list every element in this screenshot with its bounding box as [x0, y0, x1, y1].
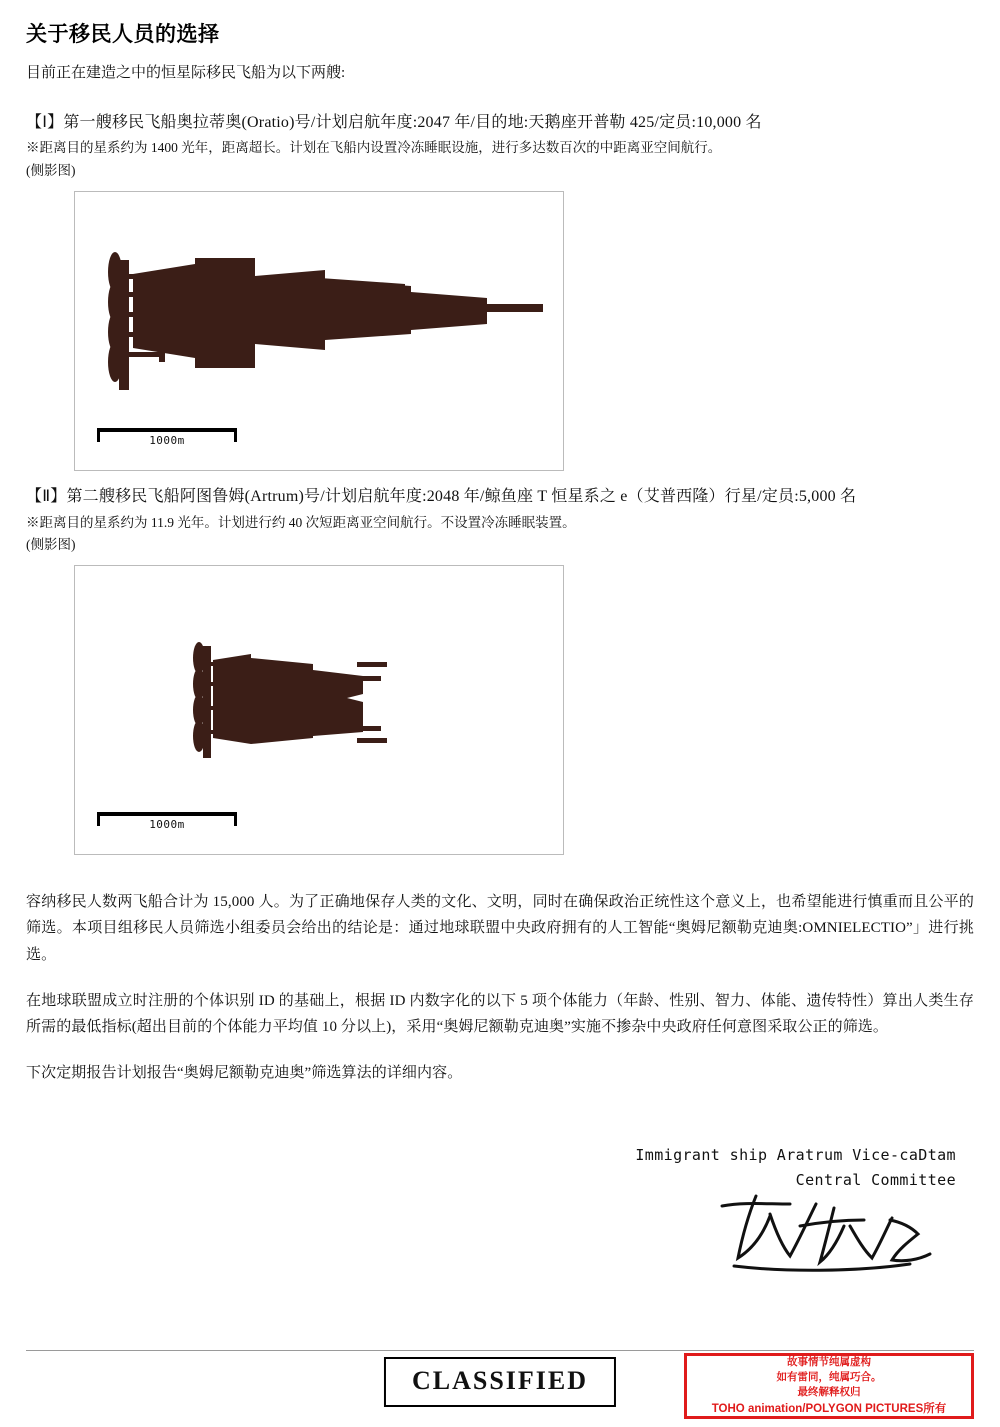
stamp-line-4: TOHO animation/POLYGON PICTURES所有 — [711, 1402, 947, 1415]
signature-line-2: Central Committee — [795, 1171, 956, 1190]
ship-2-figure — [74, 565, 564, 855]
signature-line-1: Immigrant ship Aratrum Vice-caDtam — [635, 1145, 956, 1164]
ship-2-scalebar — [97, 812, 237, 832]
page-title: 关于移民人员的选择 — [26, 23, 220, 46]
ship-section-1 — [26, 111, 974, 471]
ship-1-caption: (侧影图) — [26, 162, 76, 178]
ship-2-note: ※距离目的星系约为 11.9 光年。计划进行约 40 次短距离亚空间航行。不设置冷冻睡眠装置。 — [26, 514, 576, 530]
footer-divider — [26, 1350, 974, 1351]
handwritten-signature — [26, 1198, 956, 1278]
ship-2-scale-label: 1000m — [149, 818, 185, 832]
body-paragraph-2: 在地球联盟成立时注册的个体识别 ID 的基础上，根据 ID 内数字化的以下 5 项个体能力（年龄、性别、智力、体能、遗传特性）算出人类生存所需的最低指标(超出目前的个体能力平均值 10 分以上)，采用“奥姆尼额勒克迪奥”实施不掺杂中央政府任何意图采取公正的筛选。 — [26, 992, 974, 1036]
stamp-line-2: 如有雷同，纯属巧合。 — [776, 1371, 882, 1384]
stamp-line-1: 故事情节纯属虚构 — [787, 1355, 871, 1368]
signature-block — [26, 1143, 974, 1278]
classified-stamp: CLASSIFIED — [384, 1357, 616, 1407]
body-paragraph-3: 下次定期报告计划报告“奥姆尼额勒克迪奥”筛选算法的详细内容。 — [26, 1065, 463, 1082]
body-paragraph-1: 容纳移民人数两飞船合计为 15,000 人。为了正确地保存人类的文化、文明，同时在确保政治正统性这个意义上，也希望能进行慎重而且公平的筛选。本项目组移民人员筛选小组委员会给出的结论是：通过地球联盟中央政府拥有的人工智能“奥姆尼额勒克迪奥:OMNIELECTIO”」进行挑选。 — [26, 894, 974, 963]
ship-1-scale-label: 1000m — [149, 433, 185, 447]
lead-paragraph: 目前正在建造之中的恒星际移民飞船为以下两艘: — [26, 65, 346, 81]
ship-2-silhouette — [75, 566, 563, 854]
copyright-stamp — [684, 1353, 974, 1419]
ship-1-figure — [74, 191, 564, 471]
stamp-line-3: 最终解释权归 — [797, 1386, 861, 1399]
ship-2-caption: (侧影图) — [26, 536, 76, 552]
ship-1-scalebar — [97, 428, 237, 448]
ship-1-note: ※距离目的星系约为 1400 光年，距离超长。计划在飞船内设置冷冻睡眠设施，进行多达数百次的中距离亚空间航行。 — [26, 140, 722, 156]
ship-section-2 — [26, 485, 974, 855]
ship-1-heading: 【Ⅰ】第一艘移民飞船奥拉蒂奥(Oratio)号/计划启航年度:2047 年/目的地:天鹅座开普勒 425/定员:10,000 名 — [26, 113, 762, 131]
ship-2-heading: 【Ⅱ】第二艘移民飞船阿图鲁姆(Artrum)号/计划启航年度:2048 年/鲸鱼座 T 恒星系之 e（艾普西隆）行星/定员:5,000 名 — [26, 487, 857, 505]
